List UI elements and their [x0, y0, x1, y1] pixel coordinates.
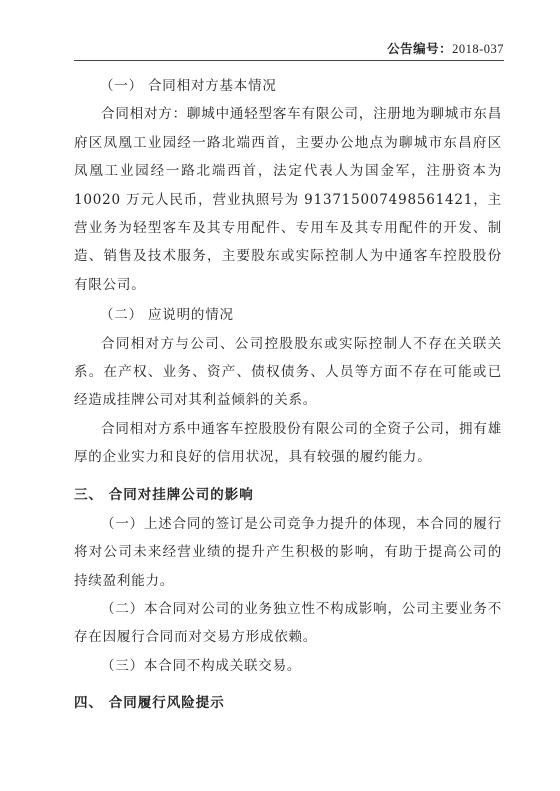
paragraph-counterparty-info: 合同相对方：聊城中通轻型客车有限公司，注册地为聊城市东昌府区凤凰工业园经一路北端西首，主要办公地点为聊城市东昌府区凤凰工业园经一路北端西首，法定代表人为国金军，注册资本为 10020 万元人民币，营业执照号为 913715007498561421，主营业务为轻型客车及其专用配件、专用车及其专用配件的开发、制造、销售及技术服务，主要股东或实际控制人为中通客车控股股份有限公司。: [74, 106, 502, 293]
page-header: [74, 38, 504, 61]
paragraph-no-related-party: 合同相对方与公司、公司控股股东或实际控制人不存在关联关系。在产权、业务、资产、债权债务、人员等方面不存在可能或已经造成挂牌公司对其利益倾斜的关系。: [74, 335, 502, 409]
section-heading-impact: 三、 合同对挂牌公司的影响: [74, 486, 254, 503]
paragraph-impact-3: （三）本合同不构成关联交易。: [101, 657, 302, 674]
announcement-number-value: 2018-037: [452, 42, 504, 56]
subsection-heading-counterparty-info: （一） 合同相对方基本情况: [100, 78, 277, 94]
announcement-number: [387, 39, 504, 60]
paragraph-impact-2: （二）本合同对公司的业务独立性不构成影响，公司主要业务不存在因履行合同而对交易方形成依赖。: [74, 600, 502, 646]
announcement-number-label: 公告编号：: [387, 41, 453, 56]
section-heading-risk: 四、 合同履行风险提示: [74, 695, 225, 712]
document-body: [74, 70, 502, 718]
paragraph-impact-1: （一）上述合同的签订是公司竞争力提升的体现，本合同的履行将对公司未来经营业绩的提升产生积极的影响，有助于提高公司的持续盈利能力。: [74, 515, 502, 589]
subsection-heading-explanation: （二） 应说明的情况: [100, 307, 234, 324]
paragraph-subsidiary-capability: 合同相对方系中通客车控股股份有限公司的全资子公司，拥有雄厚的企业实力和良好的信用状况，具有较强的履约能力。: [74, 420, 502, 466]
